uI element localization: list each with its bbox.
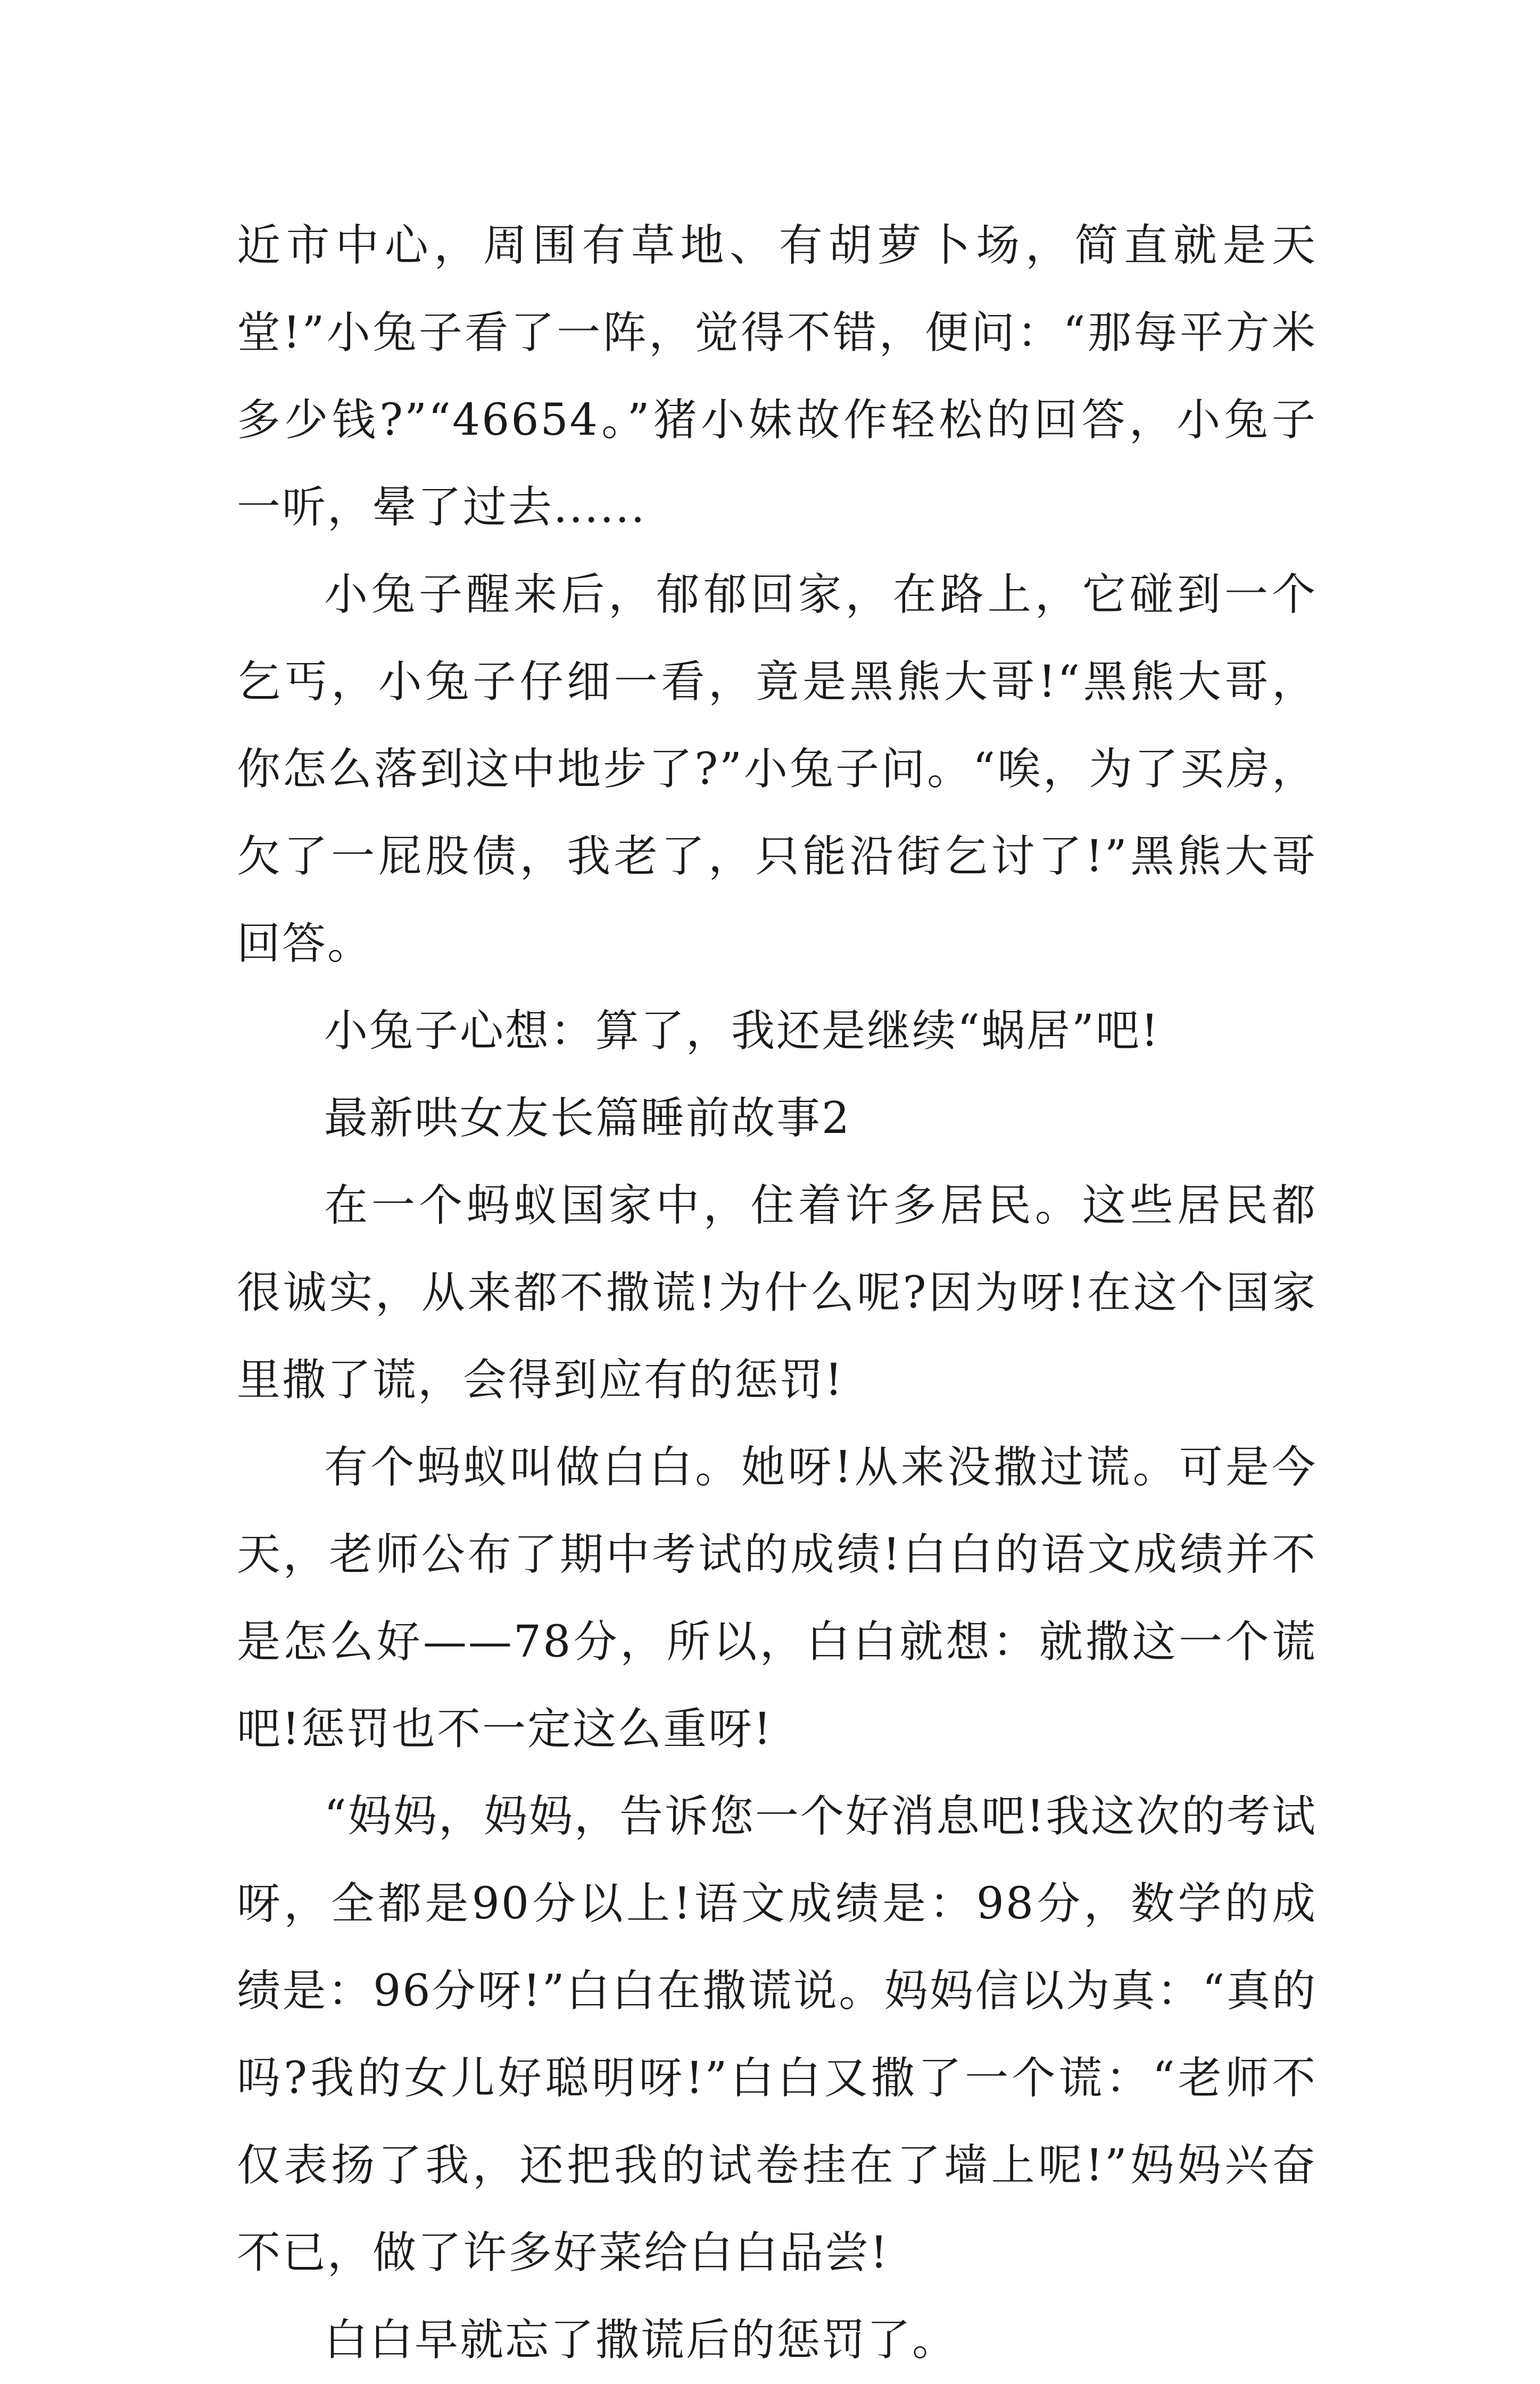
story-text <box>237 202 1317 2384</box>
paragraph-8: 白白早就忘了撒谎后的惩罚了。 <box>324 2315 958 2365</box>
paragraph-5: 在一个蚂蚁国家中，住着许多居民。这些居民都很诚实，从来都不撒谎!为什么呢?因为呀!在这个国家里撒了谎，会得到应有的惩罚! <box>237 1180 1317 1405</box>
paragraph-6: 有个蚂蚁叫做白白。她呀!从来没撒过谎。可是今天，老师公布了期中考试的成绩!白白的语文成绩并不是怎么好——78分，所以，白白就想：就撒这一个谎吧!惩罚也不一定这么重呀! <box>237 1442 1317 1754</box>
paragraph-7: “妈妈，妈妈，告诉您一个好消息吧!我这次的考试呀，全都是90分以上!语文成绩是：98分，数学的成绩是：96分呀!”白白在撒谎说。妈妈信以为真：“真的吗?我的女儿好聪明呀!”白白又撒了一个谎：“老师不仅表扬了我，还把我的试卷挂在了墙上呢!”妈妈兴奋不已，做了许多好菜给白白品尝! <box>237 1791 1317 2278</box>
paragraph-1: 近市中心，周围有草地、有胡萝卜场，简直就是天堂!”小兔子看了一阵，觉得不错，便问：“那每平方米多少钱?”“46654。”猪小妹故作轻松的回答，小兔子一听，晕了过去...... <box>237 220 1317 533</box>
paragraph-3: 小兔子心想：算了，我还是继续“蜗居”吧! <box>324 1006 1160 1056</box>
paragraph-2: 小兔子醒来后，郁郁回家，在路上，它碰到一个乞丐，小兔子仔细一看，竟是黑熊大哥!“黑熊大哥，你怎么落到这中地步了?”小兔子问。“唉，为了买房，欠了一屁股债，我老了，只能沿街乞讨了!”黑熊大哥回答。 <box>237 569 1317 969</box>
section-heading: 最新哄女友长篇睡前故事2 <box>324 1093 851 1144</box>
